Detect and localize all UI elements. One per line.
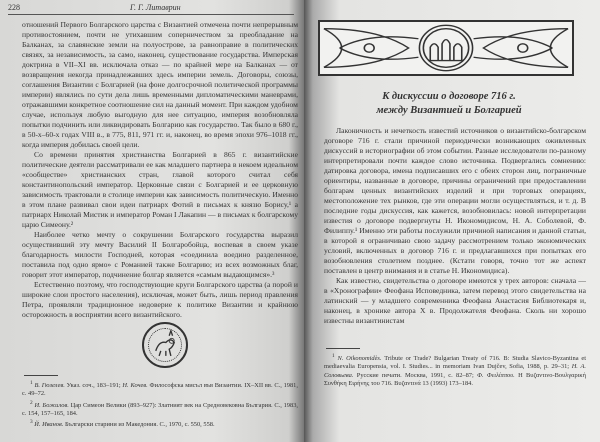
- running-head: Г. Г. Литаврин: [130, 3, 181, 12]
- footnotes: $^1$ N. Oikonomidès. Tribute or Trade? Bulgarian Treaty of 716. В: Studia Slavico-Byzantina et mediaevalia Europensia, vol. I. Studies... in memoriam Ivan Dujčev, Sofia, 1988, p. 29–31; Н. А. Соловьева. Русские печати. Москва, 1991, с. 82–87; Φ. Φειλίππου. Η Βυζαντινο-Βουλγαρική Συνθήκη Ειρήνης του 716. Βυζαντινά 13 (1993) 173–184.: [324, 353, 587, 388]
- right-page: [304, 0, 600, 442]
- footnote-rule: [326, 348, 360, 349]
- chapter-title-line: между Византией и Болгарией: [376, 105, 522, 116]
- chapter-title-line: К дискуссии о договоре 716 г.: [382, 91, 516, 102]
- footnote-text: Указ. соч., 183–191;: [66, 382, 121, 390]
- footnote-rule: [24, 375, 58, 376]
- paragraph: Лаконичность и нечеткость известий источников о византийско-болгарском договоре 716 г. стали причиной периодически возникающих оживленных дискуссий в историографии об этом событии. Разные исследователи по-разному интерпретировали почти каждое слово источника. Подвергались сомнению: датировка договора, имена подписавших его с обеих сторон лиц, пограничные ориентиры, названные в договоре, причины ограничений при предоставлении болгарам ценных византийских изделий и при торговых операциях, местоположение тех рынков, где эти операции могли осуществляться, и т. д. В последние годы дискуссия, как кажется, возобновилась: новой интерпретации известия о договоре подвергнуты Н. Икономидисом, Н. А. Соболевой, Ф. Филиппу.¹ Именно эти работы послужили причиной написания и данной статьи, в которой я ограничиваю свою задачу рассмотрением только экономических условий, включенных в договор 716 г. и предлагавшихся при попытках его возобновления столетием позднее. (Кстати говоря, точно тот же аспект поставлен в центр внимания и в статье Н. Икономидиса).: [324, 126, 586, 275]
- paragraph: отношений Первого Болгарского царства с Византией отмечена почти непрерывным противостоянием, почти не утихавшим соперничеством за преобладание на Балканах, за славянские земли на полуострове, за равноправие в политических связях, за независимость, за само, наконец, существование государства. Имперская доктрина в VII–XI вв. исключала отказ — по крайней мере на Балканах — от возвращения некогда принадлежавших здесь империи земель. Договоры, союзы, соглашения Византии с Болгарией (на фоне долгосрочной политической программы империи) являлись по сути дела лишь временными дипломатическими маневрами, отражавшими конкретное соотношение сил на данный момент. При каждом удобном случае, используя любую выгодную для нее ситуацию, империя возобновляла попытки подчинить или ликвидировать Болгарию как государство. Так было в 680 г., в 50-х–60-х годах VIII в., в 775, 811, 971 гг. и, наконец, во время эпохи 976–1018 гг., когда империя добилась своей цели.: [22, 20, 298, 149]
- footnote-author: Н. Кочев.: [122, 382, 148, 390]
- body-text: [22, 20, 298, 320]
- ornamental-headpiece: [318, 20, 574, 76]
- footnote-text: Цар Симеон Велики (893–927): Златният век на Средновековна България. С., 1983, с. 154, 157–165, 184.: [22, 401, 298, 418]
- footnote-author: Й. Иванов.: [34, 421, 64, 429]
- body-text: [324, 126, 586, 326]
- footnote-text: Tribute or Trade? Bulgarian Treaty of 716. В: Studia Slavico-Byzantina et mediaevalia Europensia, vol. I. Studies... in memoriam Ivan Dujčev, Sofia, 1988, p. 29–31;: [324, 355, 587, 371]
- footnote-text: Русские печати. Москва, 1991, с. 82–87;: [356, 371, 474, 379]
- footnote-author: Н. А. Соловьева.: [324, 363, 586, 379]
- seal-lion-illustration: [142, 322, 188, 368]
- paragraph: Как известно, свидетельства о договоре имеются у трех авторов: сначала — в «Хронографии» Феофана Исповедника, затем перевод этого свидетельства на латинский — у младшего современника Феофана Анастасия Библиотекаря и, наконец, в хронике автора X в. Продолжателя Феофана. Сколь ни хорошо известны византинистам: [324, 276, 586, 325]
- chapter-title: [304, 90, 594, 118]
- paragraph: Естественно поэтому, что господствующие круги Болгарского царства (а порой и широкие слои простого населения), исключая, может быть, лишь период правления Петра, проявляли традиционное недоверие к политике Византии и крайнюю осторожность в восприятии всего византийского.: [22, 280, 298, 319]
- footnote-author: В. Гюзелев.: [34, 382, 65, 390]
- footnote-text: Философска мисъл във Византии. IX–XII вв. С., 1981, с. 49–72.: [22, 382, 298, 398]
- paragraph: Со времени принятия христианства Болгарией в 865 г. византийские политические деятели рассматривали ее как младшего партнера в некоем идеальном «сообществе» христианских стран, главой которого считал себя константинопольский император. Церковные связи с Болгарией и ее церковную зависимость трактовали в столице империи как зависимость политическую. Именно в этом плане развивал свои идеи патриарх Фотий в письмах к князю Борису,¹ а патриарх Николай Мистик и император Роман I Лакапин — в письмах к болгарскому царю Симеону.²: [22, 150, 298, 229]
- footnote-author: Φ. Φειλίππου.: [477, 371, 515, 379]
- footnote-text: Η Βυζαντινο-Βουλγαρική Συνθήκη Ειρήνης του 716. Βυζαντινά 13 (1993) 173–184.: [324, 371, 586, 388]
- page-number: 228: [8, 3, 20, 12]
- footnote-author: N. Oikonomidès.: [337, 355, 382, 363]
- paragraph: Наиболее четко мечту о сокрушении Болгарского государства выразил осуществивший эту мечту Василий II Болгаробойца, воспевая в своем указе благодарность милости Господней, которая «соединила воедино разделенное, поставила под одно ярмо» с Романией также Болгарию; из всех возможных благ, говорит этот император, подчинение болгар является «самым выдающимся».³: [22, 230, 298, 279]
- footnote-author: И. Божилов.: [34, 401, 69, 409]
- footnote-text: Български старини из Македония. С., 1970, с. 550, 558.: [64, 421, 215, 429]
- header-rule: [8, 14, 294, 15]
- footnotes: $^1$ В. Гюзелев. Указ. соч., 183–191; Н. Кочев. Философска мисъл във Византии. IX–XII вв. С., 1981, с. 49–72. $^2$ И. Божилов. Цар Симеон Велики (893–927): Златният век на Средновековна България. С., 1983, с. 154, 157–165, 184. $^3$ Й. Иванов. Български старини из Македония. С., 1970, с. 550, 558.: [22, 380, 298, 429]
